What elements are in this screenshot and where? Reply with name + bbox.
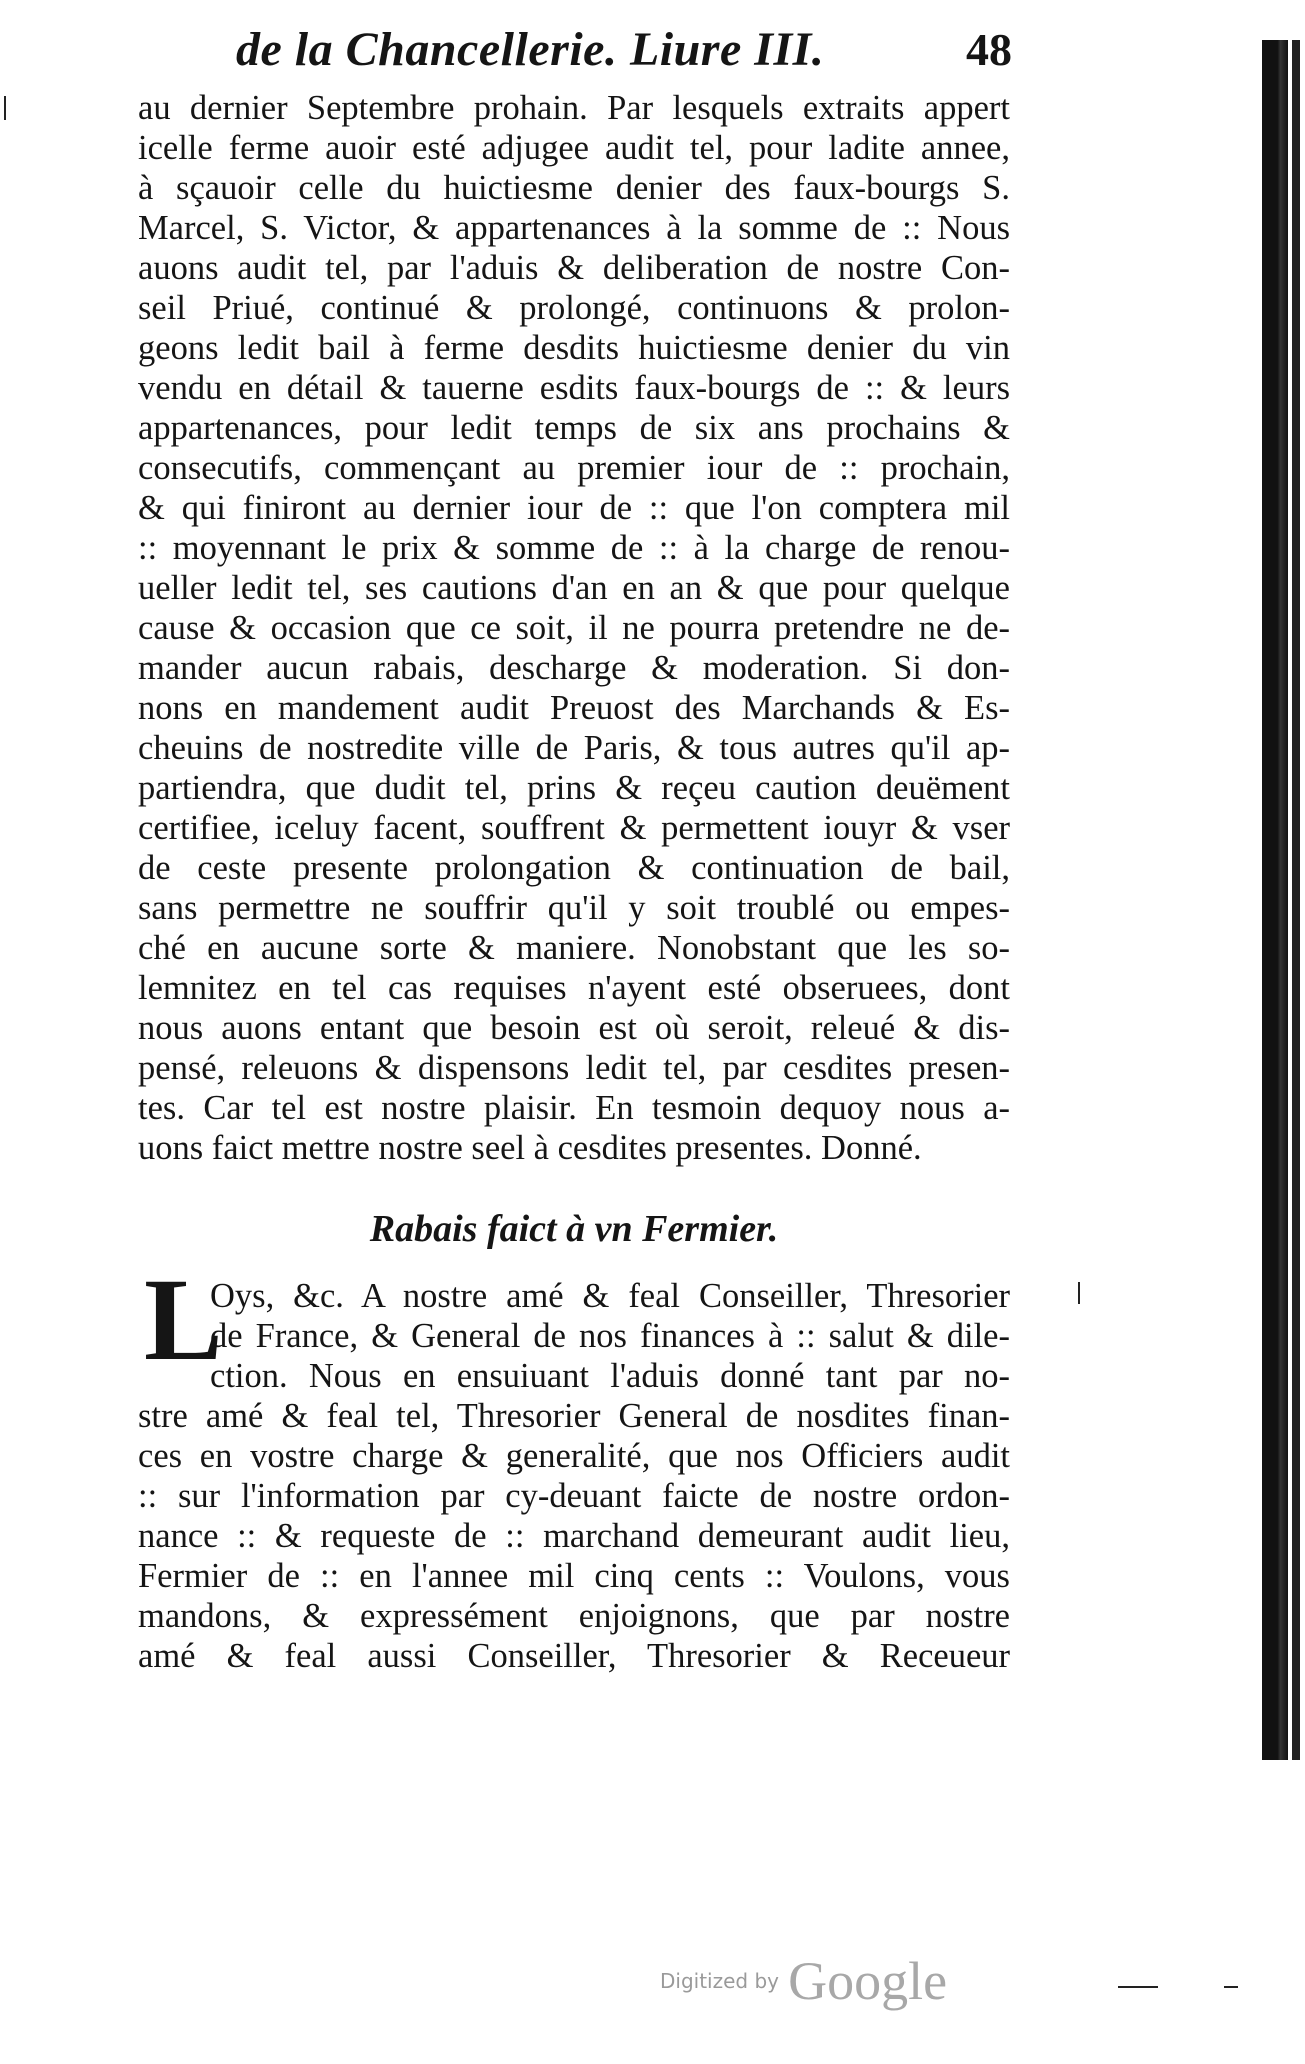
text-line: partiendra, que dudit tel, prins & reçeu caution deuëment xyxy=(138,769,1010,807)
section-heading: Rabais faict à vn Fermier. xyxy=(369,1208,779,1250)
text-line: nous auons entant que besoin est où seroit, releué & dis- xyxy=(138,1009,1010,1047)
scan-mark xyxy=(4,96,6,120)
text-line: :: sur l'information par cy-deuant faicte de nostre ordon- xyxy=(138,1477,1010,1515)
scan-edge-shadow xyxy=(1262,40,1288,1760)
text-line: pensé, releuons & dispensons ledit tel, par cesdites presen- xyxy=(138,1049,1010,1087)
text-line: Marcel, S. Victor, & appartenances à la somme de :: Nous xyxy=(138,209,1010,247)
text-line: uons faict mettre nostre seel à cesdites presentes. Donné. xyxy=(138,1129,922,1167)
google-logo: Google xyxy=(788,1951,948,2011)
scan-mark xyxy=(1224,1986,1238,1988)
text-line: auons audit tel, par l'aduis & deliberation de nostre Con- xyxy=(138,249,1010,287)
text-line: mander aucun rabais, descharge & moderation. Si don- xyxy=(138,649,1010,687)
text-line: ces en vostre charge & generalité, que nos Officiers audit xyxy=(138,1437,1010,1475)
scan-edge-shadow xyxy=(1292,40,1300,1760)
watermark-prefix: Digitized by xyxy=(660,1969,779,1993)
text-line: nance :: & requeste de :: marchand demeurant audit lieu, xyxy=(138,1517,1010,1555)
text-line: certifiee, iceluy facent, souffrent & permettent iouyr & vser xyxy=(138,809,1010,847)
drop-cap: L xyxy=(144,1254,223,1385)
text-line: icelle ferme auoir esté adjugee audit tel, pour ladite annee, xyxy=(138,129,1010,167)
text-line: geons ledit bail à ferme desdits huictiesme denier du vin xyxy=(138,329,1010,367)
page-number: 48 xyxy=(966,24,1012,75)
text-line: mandons, & expressément enjoignons, que par nostre xyxy=(138,1597,1010,1635)
text-line: :: moyennant le prix & somme de :: à la charge de renou- xyxy=(138,529,1010,567)
text-line: appartenances, pour ledit temps de six ans prochains & xyxy=(138,409,1010,447)
text-line: & qui finiront au dernier iour de :: que l'on comptera mil xyxy=(138,489,1010,527)
text-line: vendu en détail & tauerne esdits faux-bourgs de :: & leurs xyxy=(138,369,1010,407)
text-line: nons en mandement audit Preuost des Marchands & Es- xyxy=(138,689,1010,727)
text-line: de ceste presente prolongation & continuation de bail, xyxy=(138,849,1010,887)
running-head: de la Chancellerie. Liure III. xyxy=(236,23,825,76)
scan-mark xyxy=(1118,1986,1158,1988)
text-line: consecutifs, commençant au premier iour de :: prochain, xyxy=(138,449,1010,487)
body-paragraph-1 xyxy=(138,88,1010,1168)
text-line: amé & feal aussi Conseiller, Thresorier & Receueur xyxy=(138,1637,1010,1675)
text-line: de France, & General de nos finances à :: salut & dile- xyxy=(210,1317,1010,1355)
text-line: stre amé & feal tel, Thresorier General de nosdites finan- xyxy=(138,1397,1010,1435)
text-line: cause & occasion que ce soit, il ne pourra pretendre ne de- xyxy=(138,609,1010,647)
scan-mark xyxy=(1078,1282,1080,1304)
text-line: sans permettre ne souffrir qu'il y soit troublé ou empes- xyxy=(138,889,1010,927)
text-line: seil Priué, continué & prolongé, continuons & prolon- xyxy=(138,289,1010,327)
text-line: ché en aucune sorte & maniere. Nonobstant que les so- xyxy=(138,929,1010,967)
text-line: Oys, &c. A nostre amé & feal Conseiller, Thresorier xyxy=(210,1277,1010,1315)
text-line: au dernier Septembre prohain. Par lesquels extraits appert xyxy=(138,89,1010,127)
text-line: ction. Nous en ensuiuant l'aduis donné tant par no- xyxy=(210,1357,1010,1395)
body-paragraph-2 xyxy=(138,1276,1010,1676)
text-line: ueller ledit tel, ses cautions d'an en an & que pour quelque xyxy=(138,569,1010,607)
text-line: Fermier de :: en l'annee mil cinq cents :: Voulons, vous xyxy=(138,1557,1010,1595)
text-line: cheuins de nostredite ville de Paris, & tous autres qu'il ap- xyxy=(138,729,1010,767)
text-line: à sçauoir celle du huictiesme denier des faux-bourgs S. xyxy=(138,169,1010,207)
digitized-by-google-watermark xyxy=(660,1950,1000,2020)
text-line: tes. Car tel est nostre plaisir. En tesmoin dequoy nous a- xyxy=(138,1089,1010,1127)
text-line: lemnitez en tel cas requises n'ayent esté obseruees, dont xyxy=(138,969,1010,1007)
